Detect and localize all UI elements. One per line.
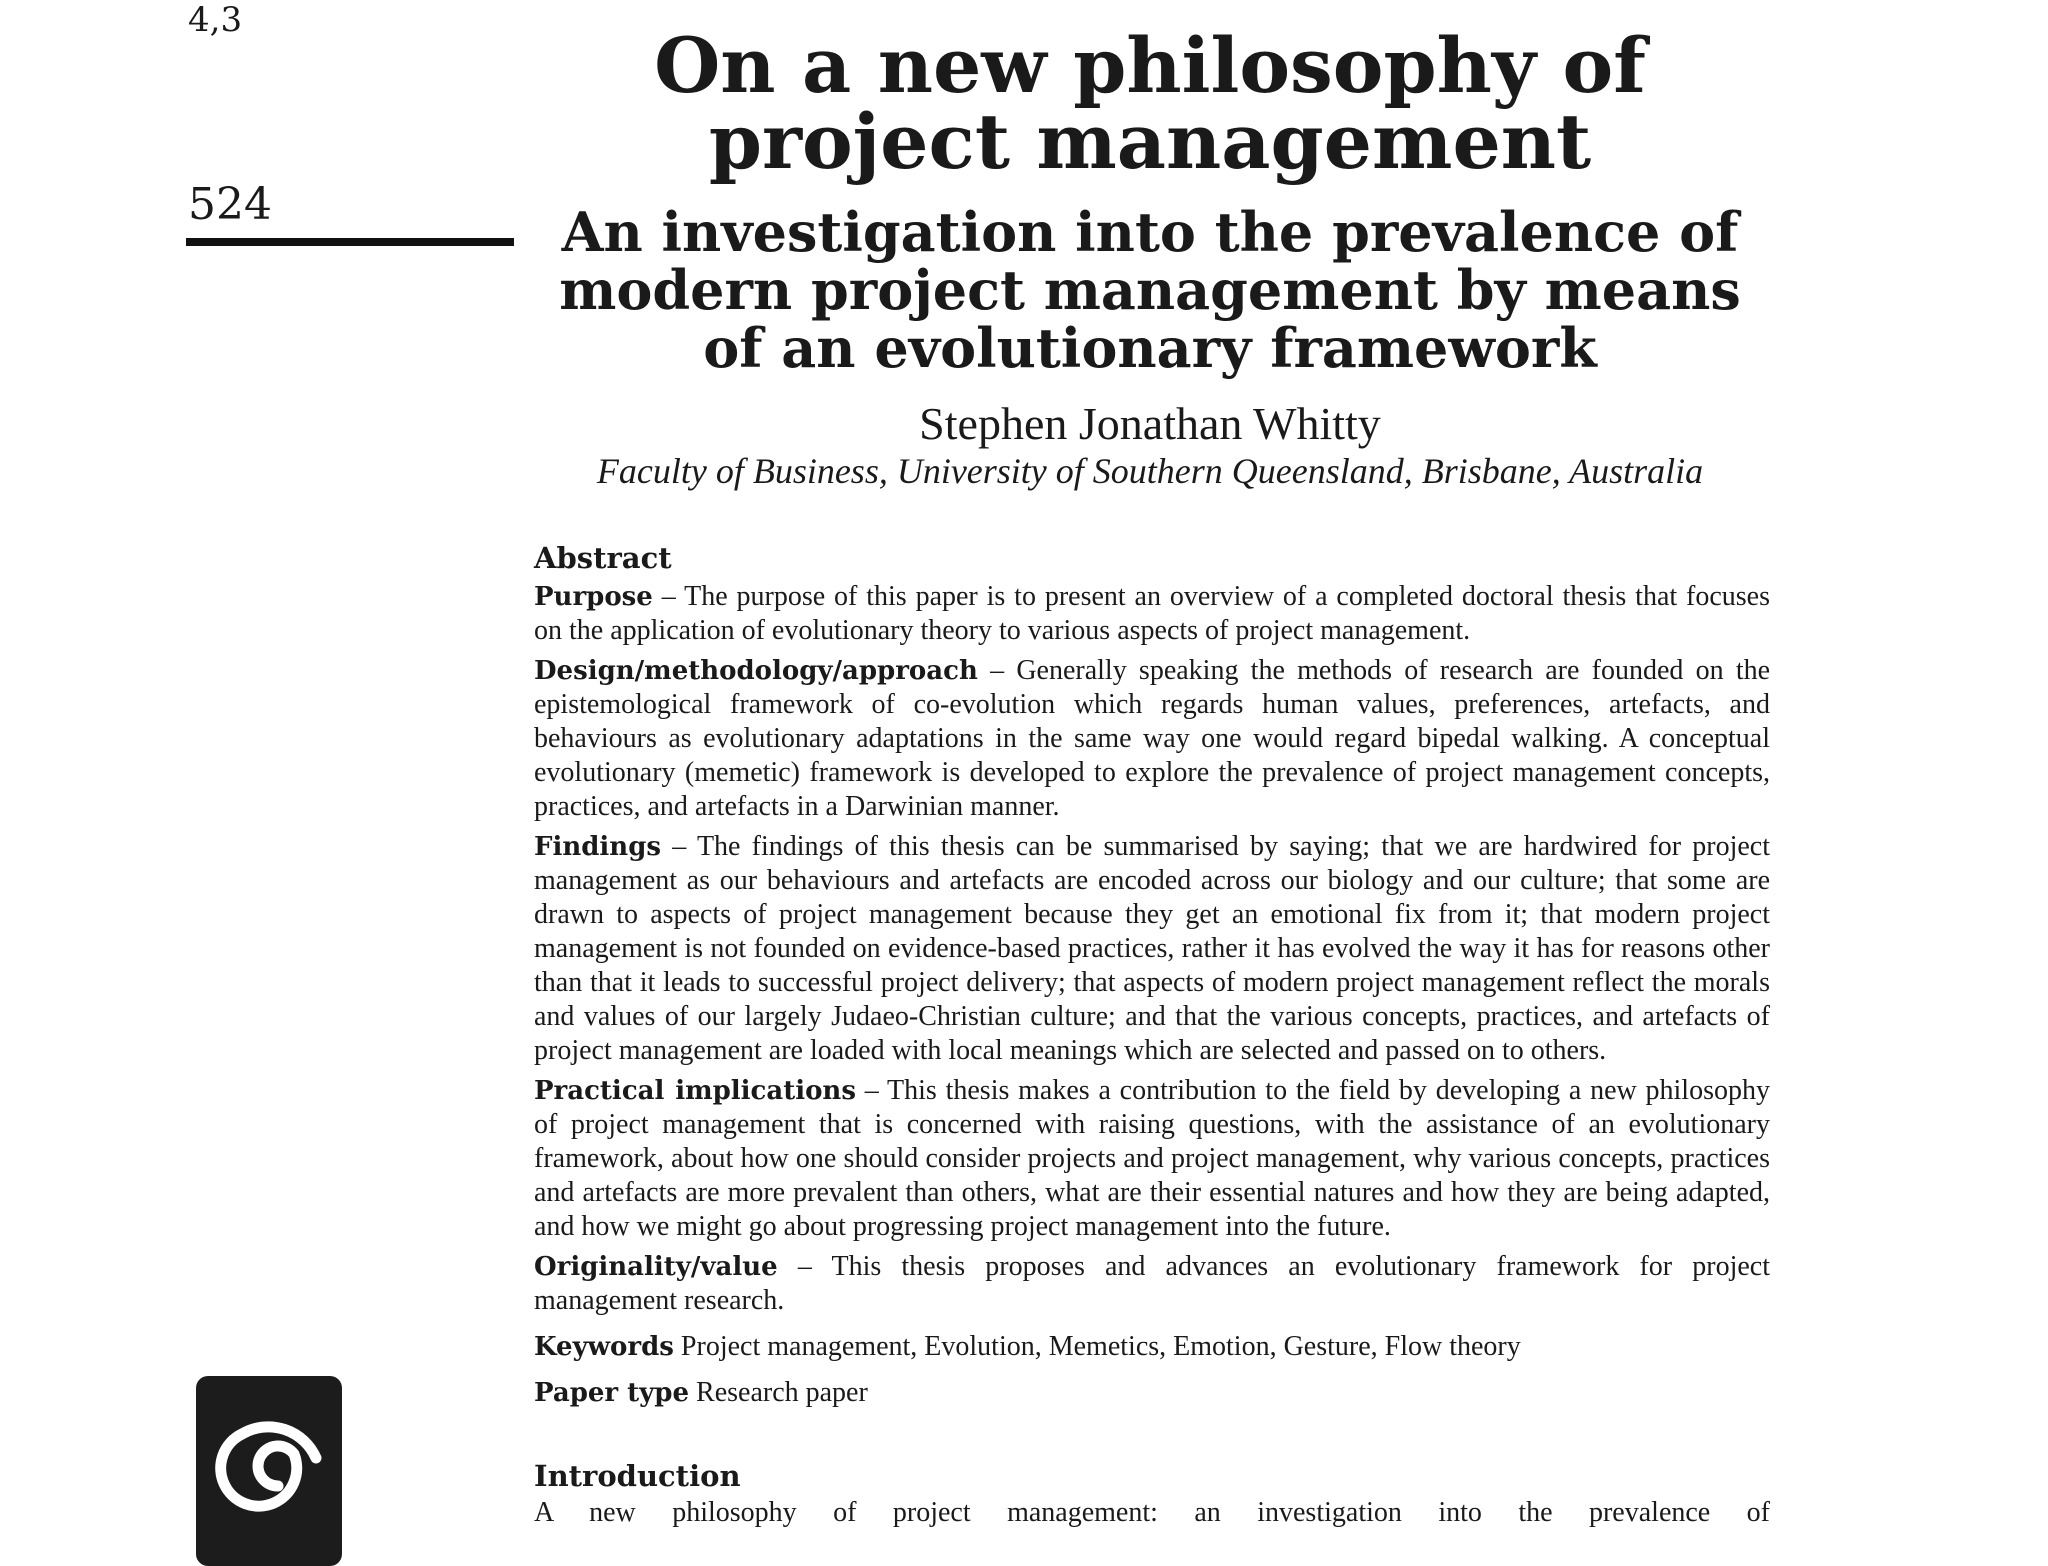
margin-page-number: 524 bbox=[188, 179, 272, 230]
abstract-practical-implications bbox=[534, 1074, 1770, 1244]
dash: – bbox=[797, 1251, 812, 1282]
dash: – bbox=[990, 655, 1005, 686]
dash: – bbox=[672, 831, 687, 862]
paper-subtitle: An investigation into the prevalence of modern project management by means of an evolutionary framework bbox=[559, 200, 1741, 380]
section-label: Findings bbox=[534, 832, 662, 862]
paper-type bbox=[534, 1376, 1770, 1410]
introduction-heading: Introduction bbox=[534, 1459, 741, 1493]
margin-rule bbox=[186, 238, 514, 246]
keywords-text: Project management, Evolution, Memetics, Emotion, Gesture, Flow theory bbox=[680, 1331, 1521, 1362]
dash: – bbox=[661, 581, 676, 612]
author-name: Stephen Jonathan Whitty bbox=[919, 398, 1381, 449]
author-affiliation: Faculty of Business, University of Southern Queensland, Brisbane, Australia bbox=[596, 451, 1704, 491]
dash: – bbox=[864, 1075, 879, 1106]
publisher-spiral-logo bbox=[196, 1376, 342, 1566]
paper-type-text: Research paper bbox=[696, 1377, 868, 1408]
abstract-purpose bbox=[534, 580, 1770, 648]
abstract-design bbox=[534, 654, 1770, 824]
paper-type-label: Paper type bbox=[534, 1378, 690, 1408]
section-label: Originality/value bbox=[534, 1252, 778, 1282]
section-text: The findings of this thesis can be summarised by saying; that we are hardwired for project management as our behaviours and artefacts are encoded across our biology and our culture; that some are drawn to aspects of project management because they get an emotional fix from it; that modern project management is not founded on evidence-based practices, rather it has evolved the way it has for reasons other than that it leads to successful project delivery; that aspects of modern project management reflect the morals and values of our largely Judaeo-Christian culture; and that the various concepts, practices, and artefacts of project management are loaded with local meanings which are selected and passed on to others. bbox=[534, 831, 1770, 1066]
margin-volume: 4,3 bbox=[188, 0, 243, 40]
section-text: Generally speaking the methods of research are founded on the epistemological framework of co-evolution which regards human values, preferences, artefacts, and behaviours as evolutionary adaptations in the same way one would regard bipedal walking. A conceptual evolutionary (memetic) framework is developed to explore the prevalence of project management concepts, practices, and artefacts in a Darwinian manner. bbox=[534, 655, 1771, 822]
section-label: Design/methodology/approach bbox=[534, 656, 978, 686]
section-text: This thesis proposes and advances an evolutionary framework for project management research. bbox=[534, 1251, 1770, 1316]
section-text: The purpose of this paper is to present an overview of a completed doctoral thesis that focuses on the application of evolutionary theory to various aspects of project management. bbox=[534, 581, 1771, 646]
abstract-findings bbox=[534, 830, 1770, 1068]
introduction-text: A new philosophy of project management: an investigation into the prevalence of bbox=[534, 1497, 1770, 1528]
section-text: This thesis makes a contribution to the field by developing a new philosophy of project management that is concerned with raising questions, with the assistance of an evolutionary framework, about how one should consider projects and project management, why various concepts, practices and artefacts are more prevalent than others, what are their essential natures and how they are being adapted, and how we might go about progressing project management into the future. bbox=[534, 1075, 1770, 1242]
section-label: Practical implications bbox=[534, 1076, 856, 1106]
paper-body bbox=[534, 536, 1770, 1530]
paper-title: On a new philosophy of project management bbox=[654, 21, 1646, 186]
keywords-label: Keywords bbox=[534, 1332, 674, 1362]
abstract-originality bbox=[534, 1250, 1770, 1318]
keywords bbox=[534, 1330, 1770, 1364]
spiral-icon bbox=[196, 1376, 342, 1566]
section-label: Purpose bbox=[534, 582, 653, 612]
abstract-heading: Abstract bbox=[534, 541, 672, 575]
